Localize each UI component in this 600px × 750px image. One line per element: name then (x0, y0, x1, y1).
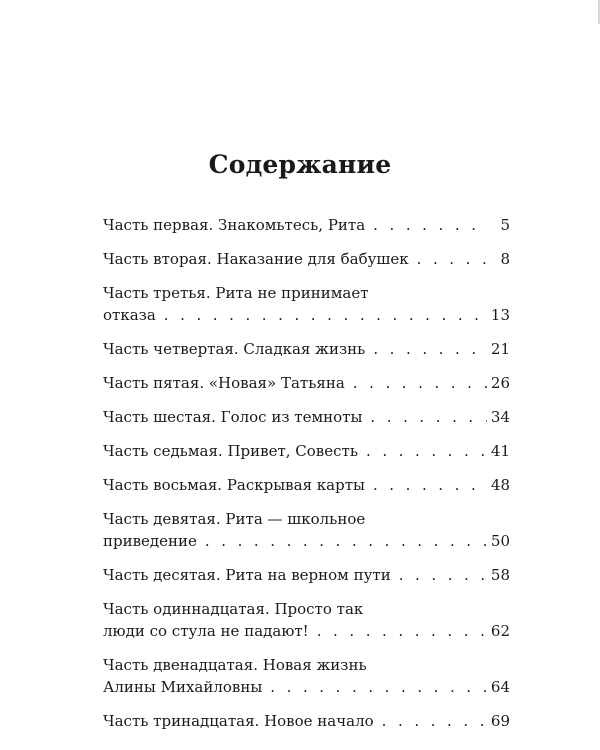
toc-entry[interactable] (103, 406, 510, 428)
toc-page-number: 69 (490, 712, 510, 730)
toc-entry-label: Часть первая. Знакомьтесь, Рита (103, 216, 366, 234)
toc-page-number: 50 (490, 532, 510, 550)
toc-entry[interactable] (103, 474, 510, 496)
toc-entry[interactable] (103, 282, 510, 326)
toc-entry-label: Часть четвертая. Сладкая жизнь (103, 340, 366, 358)
dot-leader (373, 338, 487, 360)
toc-title: Содержание (208, 150, 392, 179)
toc-page-number: 41 (490, 442, 510, 460)
toc-entry-label: Часть восьмая. Раскрывая карты (103, 476, 365, 494)
toc-page-number: 34 (490, 408, 510, 426)
dot-leader (366, 440, 487, 462)
dot-leader (373, 214, 488, 236)
toc-page-number: 5 (500, 216, 510, 234)
toc-entry[interactable] (103, 710, 510, 732)
toc-entry[interactable] (103, 248, 510, 270)
dot-leader (417, 248, 488, 270)
toc-entry-label: Часть тринадцатая. Новое начало (103, 712, 374, 730)
toc-entry-label: Часть одиннадцатая. Просто так (103, 600, 364, 618)
toc-entry-label: Часть двенадцатая. Новая жизнь (103, 656, 367, 674)
toc-entry[interactable] (103, 338, 510, 360)
toc-entry[interactable] (103, 214, 510, 236)
toc-page-number: 58 (490, 566, 510, 584)
toc-page-number: 8 (500, 250, 510, 268)
dot-leader (373, 474, 487, 496)
toc-entry-label: Часть десятая. Рита на верном пути (103, 566, 391, 584)
toc-entry-label: Часть шестая. Голос из темноты (103, 408, 363, 426)
dot-leader (317, 620, 487, 642)
toc-page-number: 26 (490, 374, 510, 392)
dot-leader (382, 710, 487, 732)
toc-entry-label-continued: люди со стула не падают! (103, 622, 309, 640)
toc-entry[interactable] (103, 372, 510, 394)
dot-leader (353, 372, 487, 394)
table-of-contents (103, 214, 510, 744)
dot-leader (370, 406, 487, 428)
toc-page-number: 21 (490, 340, 510, 358)
toc-entry[interactable] (103, 598, 510, 642)
toc-entry-label: Часть третья. Рита не принимает (103, 284, 369, 302)
toc-page-number: 48 (490, 476, 510, 494)
toc-entry-label: Часть пятая. «Новая» Татьяна (103, 374, 345, 392)
toc-entry-label: Часть вторая. Наказание для бабушек (103, 250, 409, 268)
toc-page-number: 62 (490, 622, 510, 640)
toc-page-number: 13 (490, 306, 510, 324)
toc-page-number: 64 (490, 678, 510, 696)
toc-entry-label-continued: Алины Михайловны (103, 678, 263, 696)
toc-entry-label-continued: отказа (103, 306, 156, 324)
toc-entry[interactable] (103, 440, 510, 462)
toc-entry-label: Часть девятая. Рита — школьное (103, 510, 366, 528)
toc-entry-label-continued: приведение (103, 532, 197, 550)
toc-entry[interactable] (103, 508, 510, 552)
toc-entry[interactable] (103, 564, 510, 586)
dot-leader (205, 530, 487, 552)
toc-entry-label: Часть седьмая. Привет, Совесть (103, 442, 358, 460)
dot-leader (270, 676, 487, 698)
dot-leader (164, 304, 487, 326)
dot-leader (399, 564, 487, 586)
toc-entry[interactable] (103, 654, 510, 698)
